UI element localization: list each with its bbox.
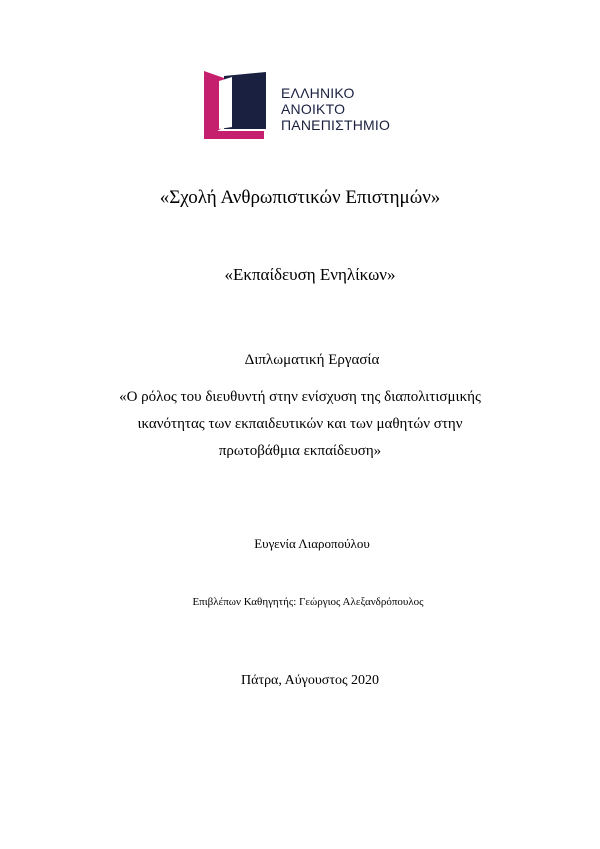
- thesis-title-line-3: πρωτοβάθμια εκπαίδευση»: [218, 443, 382, 459]
- thesis-title: [0, 384, 600, 465]
- place-date: Πάτρα, Αύγουστος 2020: [241, 673, 379, 688]
- program-name: «Εκπαίδευση Ενηλίκων»: [224, 265, 396, 284]
- supervisor: Επιβλέπων Καθηγητής: Γεώργιος Αλεξανδρόπουλος: [192, 596, 424, 608]
- logo-wordmark: [281, 85, 390, 133]
- logo-line-1: ΕΛΛΗΝΙΚΟ: [281, 85, 355, 101]
- thesis-title-line-2: ικανότητας των εκπαιδευτικών και των μαθητών στην: [137, 416, 463, 432]
- thesis-label: Διπλωματική Εργασία: [244, 352, 380, 368]
- logo-line-2: ΑΝΟΙΚΤΟ: [281, 101, 346, 117]
- logo-line-3: ΠΑΝΕΠΙΣΤΗΜΙΟ: [281, 117, 391, 133]
- author-name: Ευγενία Λιαροπούλου: [254, 536, 370, 551]
- eap-emblem-icon: [204, 71, 276, 139]
- school-name: «Σχολή Ανθρωπιστικών Επιστημών»: [159, 187, 441, 208]
- thesis-title-line-1: «Ο ρόλος του διευθυντή στην ενίσχυση της διαπολιτισμικής: [119, 389, 481, 405]
- university-logo: [204, 71, 394, 139]
